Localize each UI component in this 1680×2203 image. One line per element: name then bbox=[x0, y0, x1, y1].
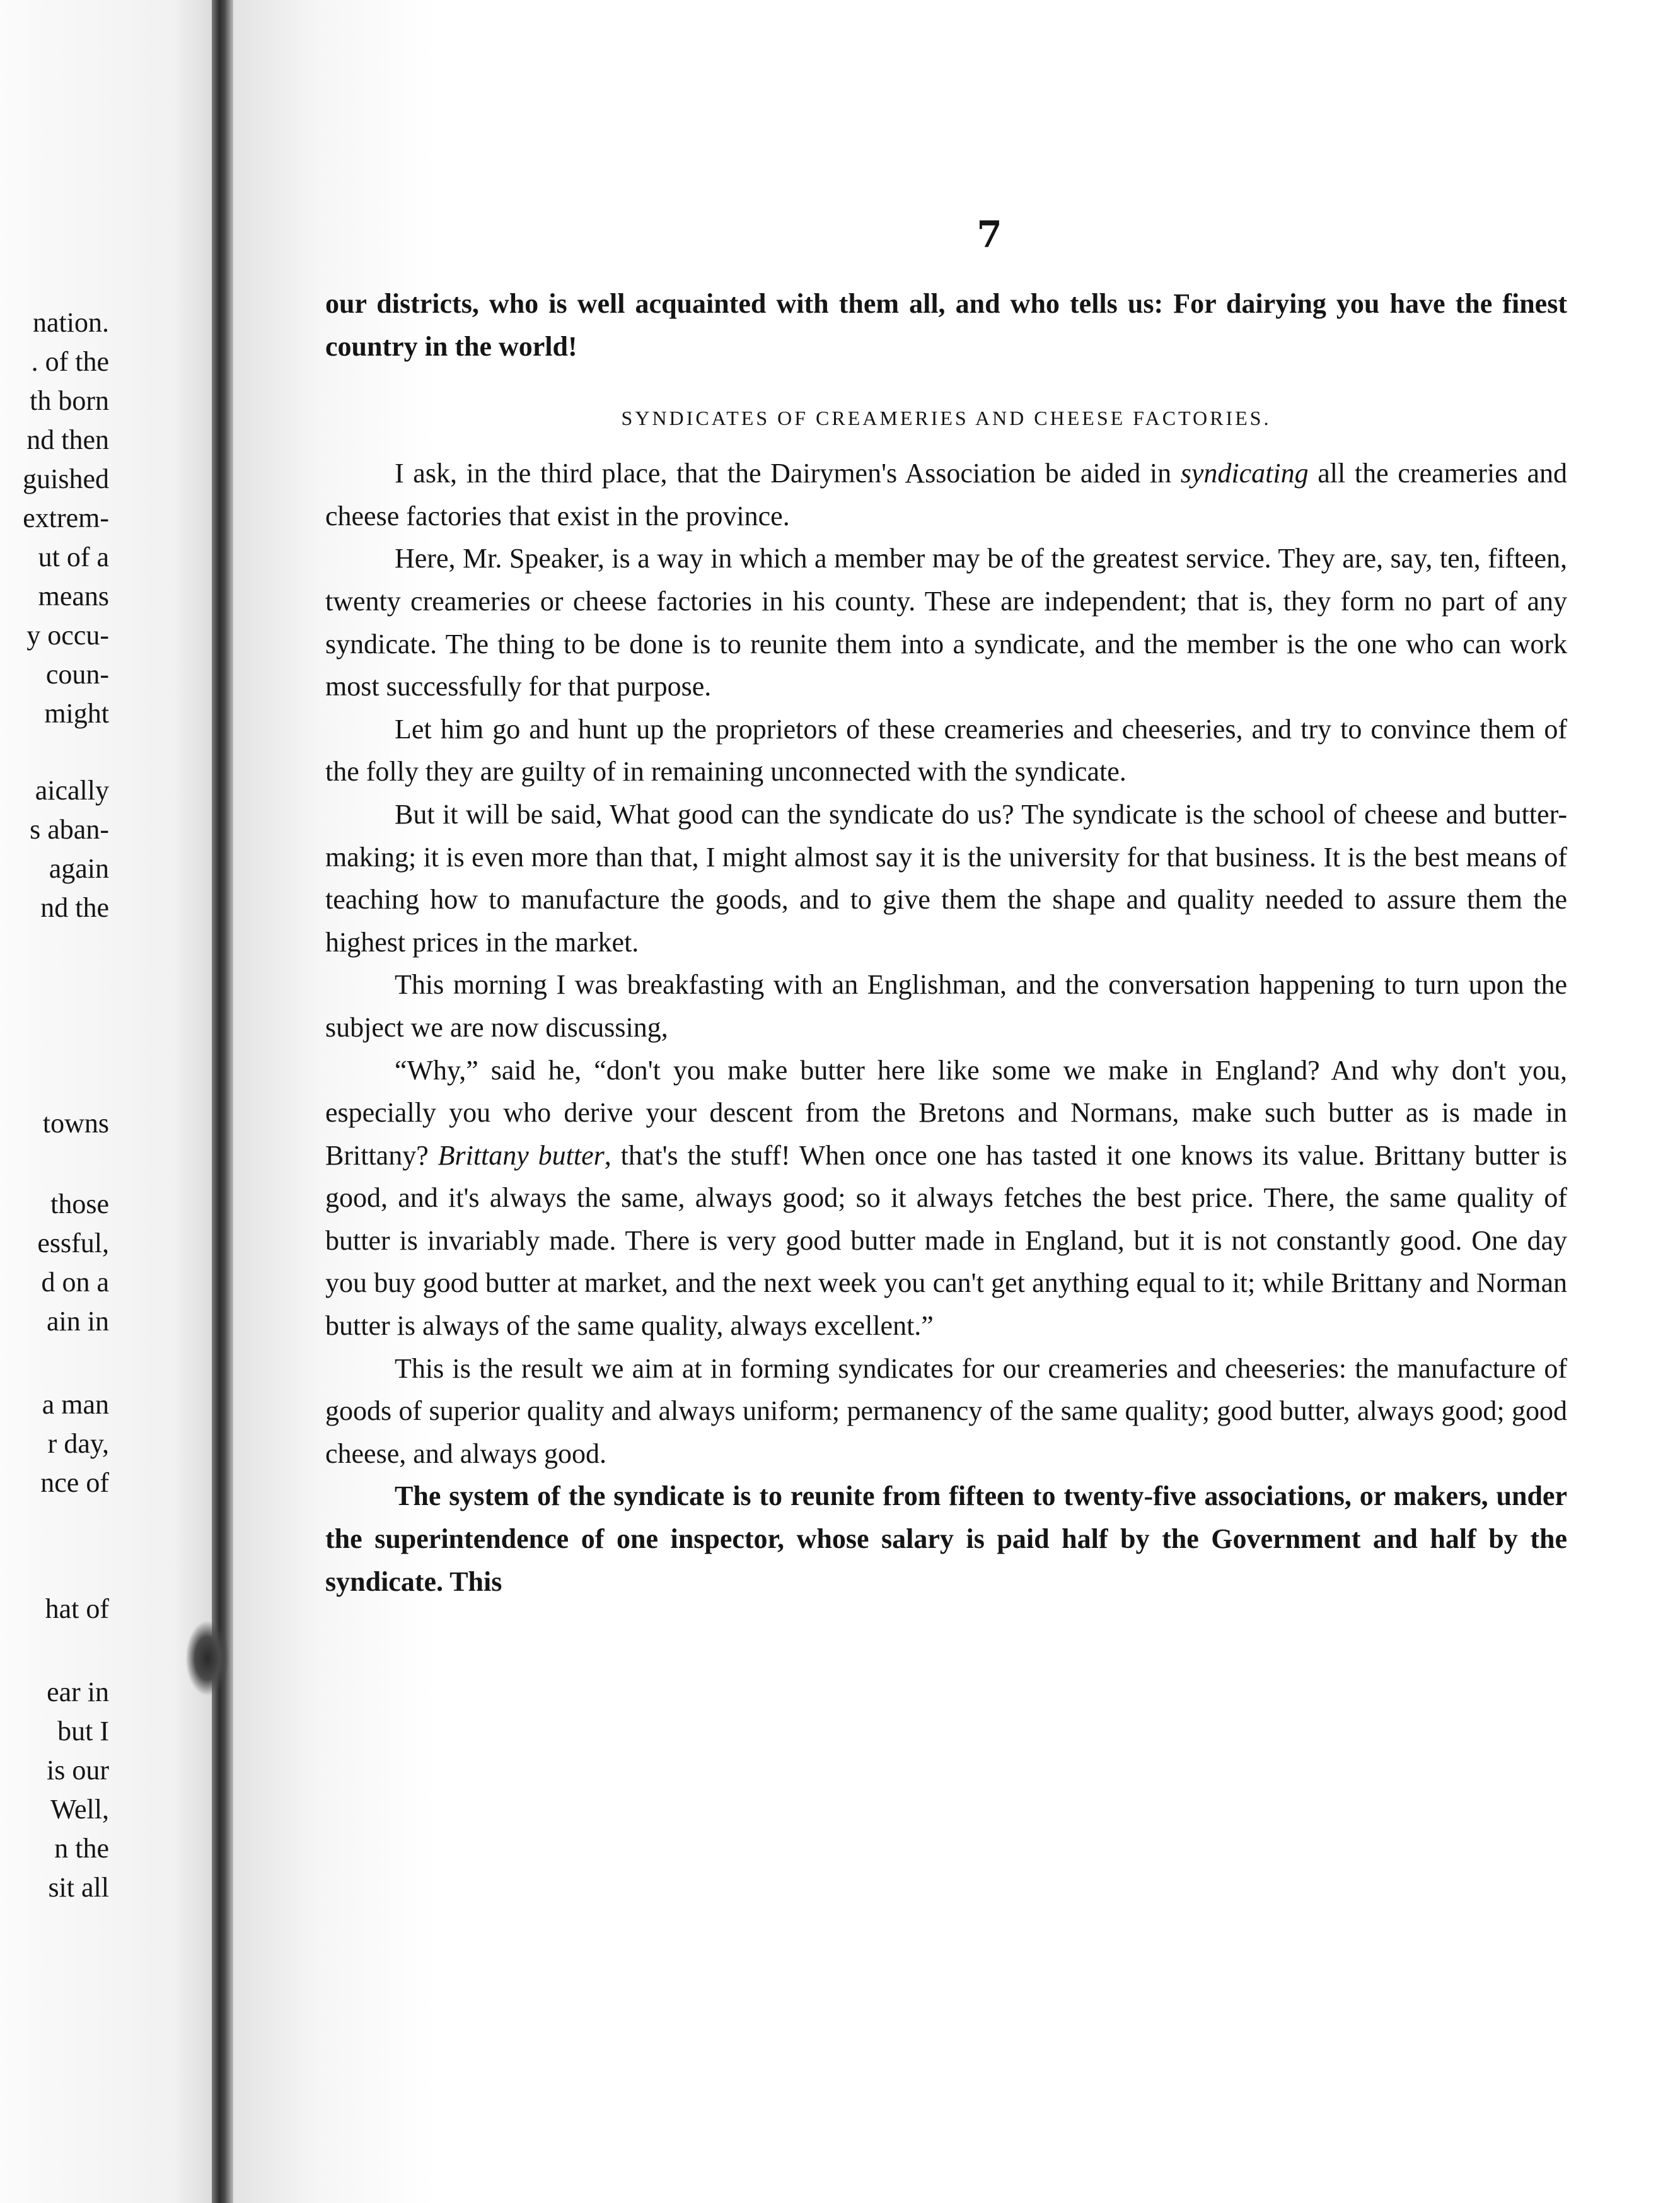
left-page-line: but I bbox=[57, 1716, 109, 1747]
left-page-line: ut of a bbox=[38, 542, 109, 573]
left-page-line: y occu- bbox=[26, 620, 109, 651]
section-heading: SYNDICATES OF CREAMERIES AND CHEESE FACTORIES. bbox=[621, 407, 1272, 430]
left-page-line: ear in bbox=[47, 1677, 109, 1707]
paragraph-ask-rest: all the creameries and cheese factories that exist in the province. bbox=[325, 458, 1567, 532]
left-page-line: nation. bbox=[33, 307, 109, 338]
left-page-line: s aban- bbox=[30, 814, 109, 845]
book-gutter bbox=[212, 0, 233, 2203]
left-page-line: th born bbox=[30, 385, 109, 416]
left-page-line: nd then bbox=[26, 424, 109, 455]
left-page-line: nd the bbox=[40, 892, 109, 923]
left-page-line: r day, bbox=[47, 1428, 109, 1459]
right-page bbox=[233, 0, 1680, 2203]
paragraph-why bbox=[325, 1049, 1567, 1347]
paragraph-ask-lead: I ask, in the third place, that the Dairymen's Association be aided in bbox=[395, 458, 1181, 489]
paragraph-here: Here, Mr. Speaker, is a way in which a member may be of the greatest service. They are, say, ten, fifteen, twenty creameries or cheese factories in his county. These are independent; that is, they form no part of any syndicate. The thing to be done is to reunite them into a syndicate, and the member is the one who can work most successfully for that purpose. bbox=[325, 543, 1567, 702]
intro-paragraph: our districts, who is well acquainted with them all, and who tells us: For dairying you have the finest country in the world! bbox=[325, 288, 1567, 362]
left-page-line: might bbox=[44, 698, 109, 729]
left-page-line: a man bbox=[42, 1389, 109, 1420]
page-number: 7 bbox=[976, 213, 1002, 256]
left-page-line: ain in bbox=[47, 1306, 109, 1337]
left-page-line: coun- bbox=[45, 659, 109, 690]
left-page-line: is our bbox=[47, 1755, 109, 1786]
left-page-line: d on a bbox=[41, 1267, 109, 1298]
left-page-line: again bbox=[49, 853, 109, 884]
paragraph-but: But it will be said, What good can the syndicate do us? The syndicate is the school of cheese and butter-making; it is even more than that, I might almost say it is the university for that business. It is the best means of teaching how to manufacture the goods, and to give them the shape and quality needed to assure them the highest prices in the market. bbox=[325, 798, 1567, 958]
left-page-line: nce of bbox=[40, 1467, 109, 1498]
left-page-line: hat of bbox=[45, 1593, 109, 1624]
paragraph-why-italic: Brittany butter bbox=[437, 1139, 605, 1171]
paragraph-ask-italic: syndicating bbox=[1180, 458, 1309, 489]
left-page-line: . of the bbox=[31, 346, 109, 377]
paragraph-why-rest: , that's the stuff! When once one has tasted it one knows its value. Brittany butter is good, and it's always the same, always good; so it always fetches the best price. There, the same quality of butter is invariably made. There is very good butter made in England, but it is not constantly good. One day you buy good butter at market, and the next week you can't get anything equal to it; while Brittany and Norman butter is always of the same quality, always excellent.” bbox=[325, 1139, 1567, 1342]
left-page-line: n the bbox=[54, 1833, 109, 1864]
paragraph-let: Let him go and hunt up the proprietors of these creameries and cheeseries, and try to convince them of the folly they are guilty of in remaining unconnected with the syndicate. bbox=[325, 713, 1567, 788]
left-page-line: essful, bbox=[37, 1228, 109, 1258]
left-page-line: towns bbox=[42, 1108, 109, 1139]
page-body bbox=[325, 282, 1567, 1603]
left-page-line: means bbox=[38, 581, 109, 612]
left-page-line: guished bbox=[23, 463, 109, 494]
binding-tear bbox=[185, 1620, 229, 1696]
left-page-line: aically bbox=[35, 775, 109, 806]
left-page-line: sit all bbox=[48, 1872, 109, 1903]
paragraph-result: This is the result we aim at in forming syndicates for our creameries and cheeseries: the manufacture of goods of superior quality and always uniform; permanency of the same quality; good butter, always good; good cheese, and always good. bbox=[325, 1352, 1567, 1469]
paragraph-ask bbox=[325, 452, 1567, 537]
left-page-line: those bbox=[50, 1189, 109, 1219]
left-facing-page bbox=[0, 0, 217, 2203]
paragraph-morning: This morning I was breakfasting with an Englishman, and the conversation happening to turn upon the subject we are now discussing, bbox=[325, 969, 1567, 1043]
paragraph-system: The system of the syndicate is to reunite from fifteen to twenty-five associations, or makers, under the superintendence of one inspector, whose salary is paid half by the Government and half by the syndicate. This bbox=[325, 1480, 1567, 1597]
paragraph-why-lead: “Why,” said he, “don't you make butter here like some we make in England? And why don't you, especially you who derive your descent from the Bretons and Normans, make such butter as is made in Brittany? bbox=[325, 1054, 1567, 1171]
left-page-line: Well, bbox=[50, 1794, 109, 1825]
left-page-line: extrem- bbox=[23, 503, 109, 533]
